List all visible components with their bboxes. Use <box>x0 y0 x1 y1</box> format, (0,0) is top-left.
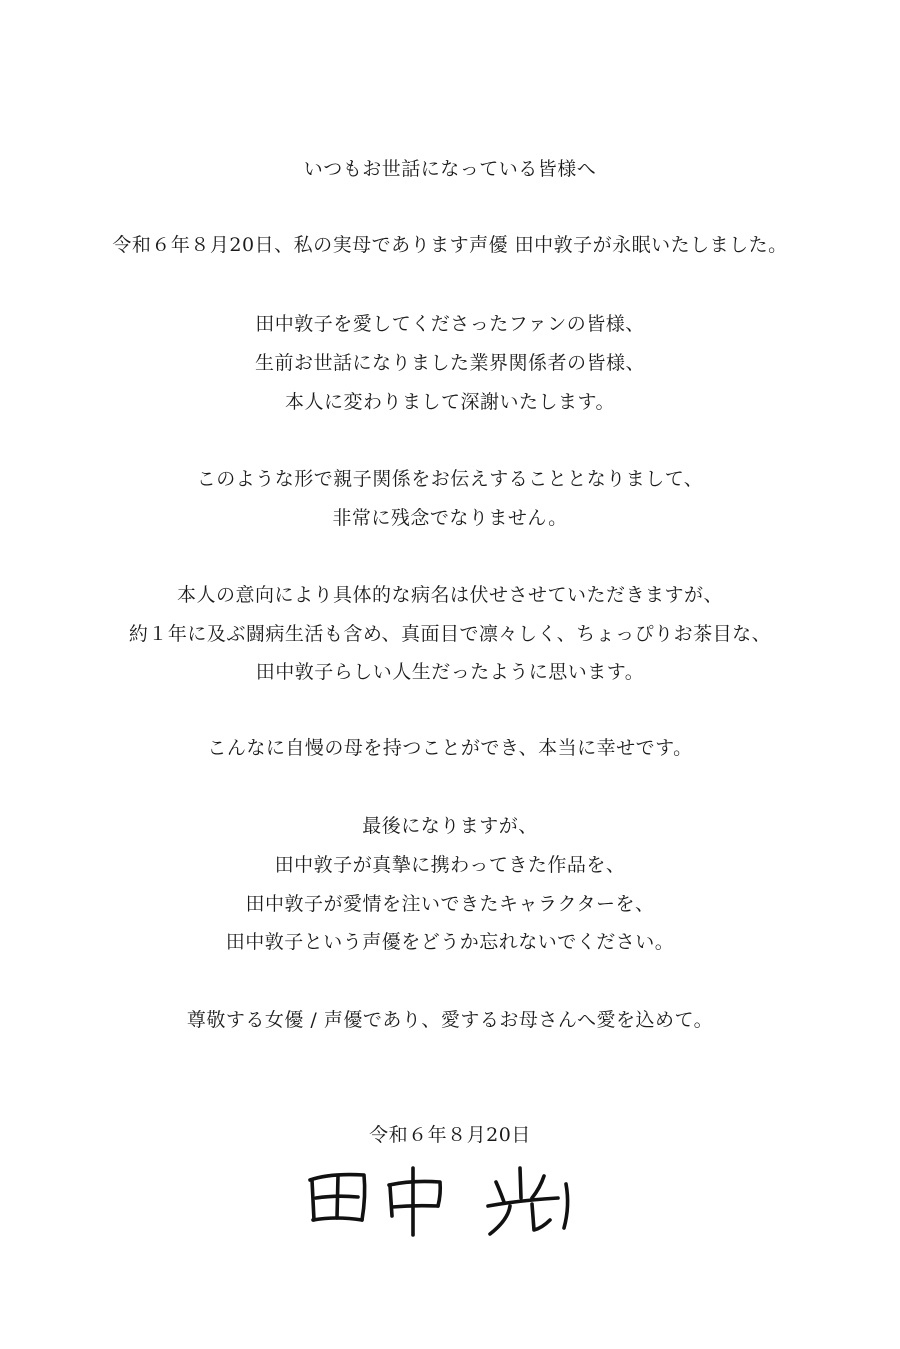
thanks-line-2: 生前お世話になりました業界関係者の皆様、 <box>254 352 645 374</box>
closing-line-3: 田中敦子が愛情を注いできたキャラクターを、 <box>245 893 655 915</box>
thanks-line-3: 本人に変わりまして深謝いたします。 <box>285 391 615 413</box>
closing-line-4: 田中敦子という声優をどうか忘れないでください。 <box>225 931 675 953</box>
closing-line-1: 最後になりますが、 <box>362 815 538 837</box>
letter-date: 令和６年８月20日 <box>369 1124 531 1146</box>
illness-line-3: 田中敦子らしい人生だったように思います。 <box>255 661 645 683</box>
relationship-line-1: このような形で親子関係をお伝えすることとなりまして、 <box>196 468 704 490</box>
thanks-line-1: 田中敦子を愛してくださったファンの皆様、 <box>255 313 645 335</box>
illness-line-1: 本人の意向により具体的な病名は伏せさせていただきますが、 <box>176 584 723 606</box>
death-announcement: 令和６年８月20日、私の実母であります声優 田中敦子が永眠いたしました。 <box>112 234 788 256</box>
pride-line: こんなに自慢の母を持つことができ、本当に幸せです。 <box>207 737 693 759</box>
dedication-line: 尊敬する女優 / 声優であり、愛するお母さんへ愛を込めて。 <box>186 1009 714 1031</box>
letter-greeting: いつもお世話になっている皆様へ <box>303 158 597 180</box>
handwritten-signature <box>300 1158 600 1238</box>
closing-line-2: 田中敦子が真摯に携わってきた作品を、 <box>274 854 626 876</box>
relationship-line-2: 非常に残念でなりません。 <box>332 507 568 529</box>
illness-line-2: 約１年に及ぶ闘病生活も含め、真面目で凛々しく、ちょっぴりお茶目な、 <box>128 623 772 645</box>
